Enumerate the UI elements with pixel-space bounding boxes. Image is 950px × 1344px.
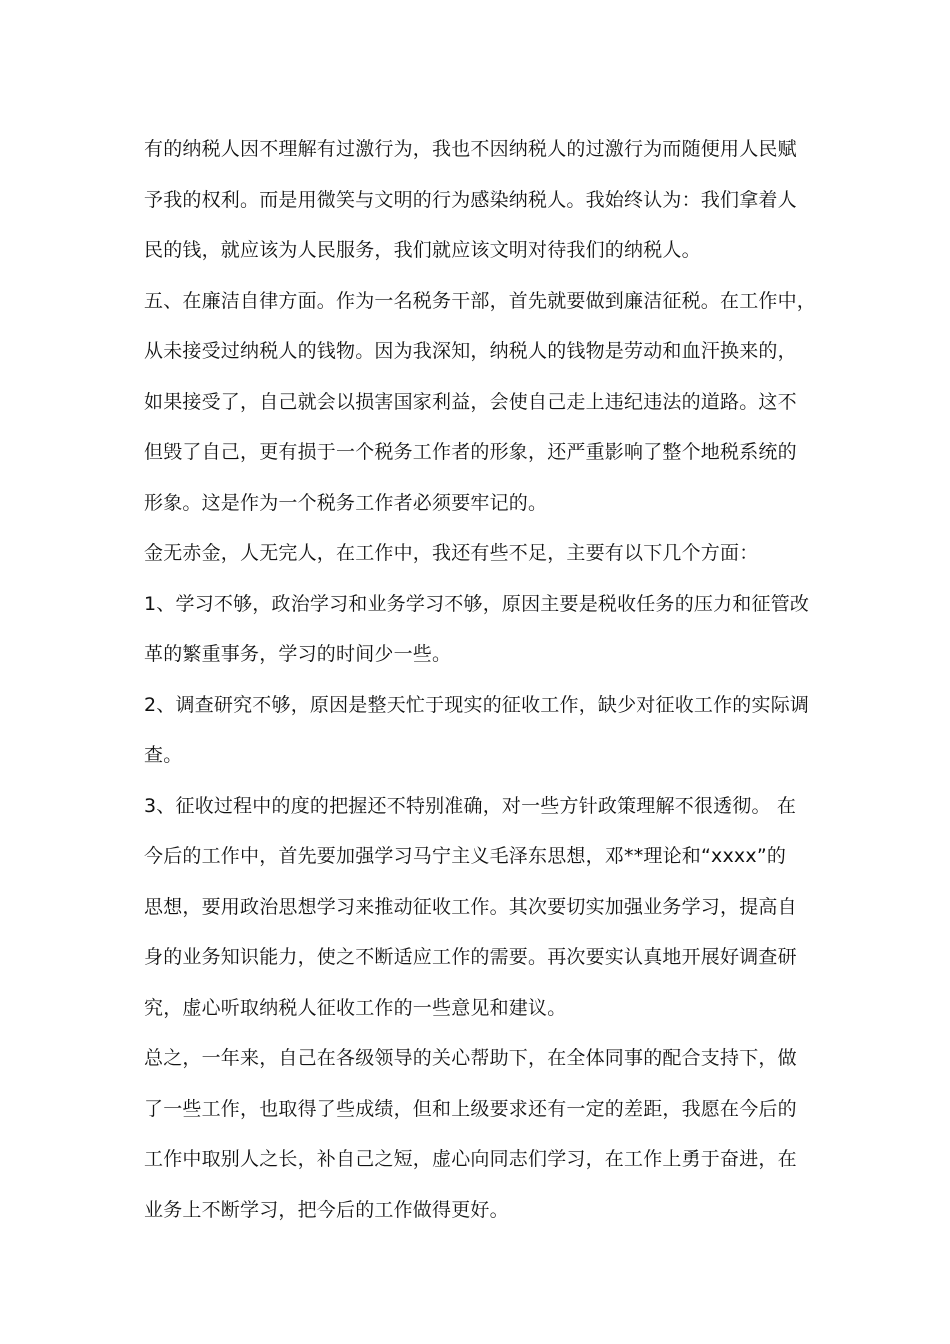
text-line: 3、征收过程中的度的把握还不特别准确，对一些方针政策理解不很透彻。 在 [144,794,797,817]
text-line: 查。 [144,744,183,766]
text-line: 形象。这是作为一个税务工作者必须要牢记的。 [144,491,548,514]
text-line: 有的纳税人因不理解有过激行为，我也不因纳税人的过激行为而随便用人民赋 [144,138,797,160]
text-line: 如果接受了，自己就会以损害国家利益，会使自己走上违纪违法的道路。这不 [144,390,797,413]
text-line: 了一些工作，也取得了些成绩，但和上级要求还有一定的差距，我愿在今后的 [144,1097,797,1120]
text-line: 五、在廉洁自律方面。作为一名税务干部，首先就要做到廉洁征税。在工作中， [144,289,817,312]
text-line: 2、调查研究不够，原因是整天忙于现实的征收工作，缺少对征收工作的实际调 [144,693,810,716]
text-line: 总之，一年来，自己在各级领导的关心帮助下，在全体同事的配合支持下，做 [144,1047,797,1069]
text-line: 从未接受过纳税人的钱物。因为我深知，纳税人的钱物是劳动和血汗换来的， [144,340,797,362]
text-line: 予我的权利。而是用微笑与文明的行为感染纳税人。我始终认为：我们拿着人 [144,188,797,211]
text-line: 今后的工作中，首先要加强学习马宁主义毛泽东思想，邓**理论和“xxxx”的 [144,845,787,867]
text-line: 思想，要用政治思想学习来推动征收工作。其次要切实加强业务学习，提高自 [144,895,797,918]
document-body [144,131,817,1242]
text-line: 究，虚心听取纳税人征收工作的一些意见和建议。 [144,996,567,1019]
text-line: 金无赤金，人无完人，在工作中，我还有些不足，主要有以下几个方面： [144,542,759,564]
text-line: 身的业务知识能力，使之不断适应工作的需要。再次要实认真地开展好调查研 [144,946,797,968]
text-line: 业务上不断学习，把今后的工作做得更好。 [144,1198,509,1221]
text-line: 革的繁重事务，学习的时间少一些。 [144,643,452,665]
text-line: 1、学习不够，政治学习和业务学习不够，原因主要是税收任务的压力和征管改 [144,592,810,615]
text-line: 但毁了自己，更有损于一个税务工作者的形象，还严重影响了整个地税系统的 [144,441,797,463]
text-line: 民的钱，就应该为人民服务，我们就应该文明对待我们的纳税人。 [144,239,701,261]
text-line: 工作中取别人之长，补自己之短，虚心向同志们学习，在工作上勇于奋进，在 [144,1148,797,1170]
